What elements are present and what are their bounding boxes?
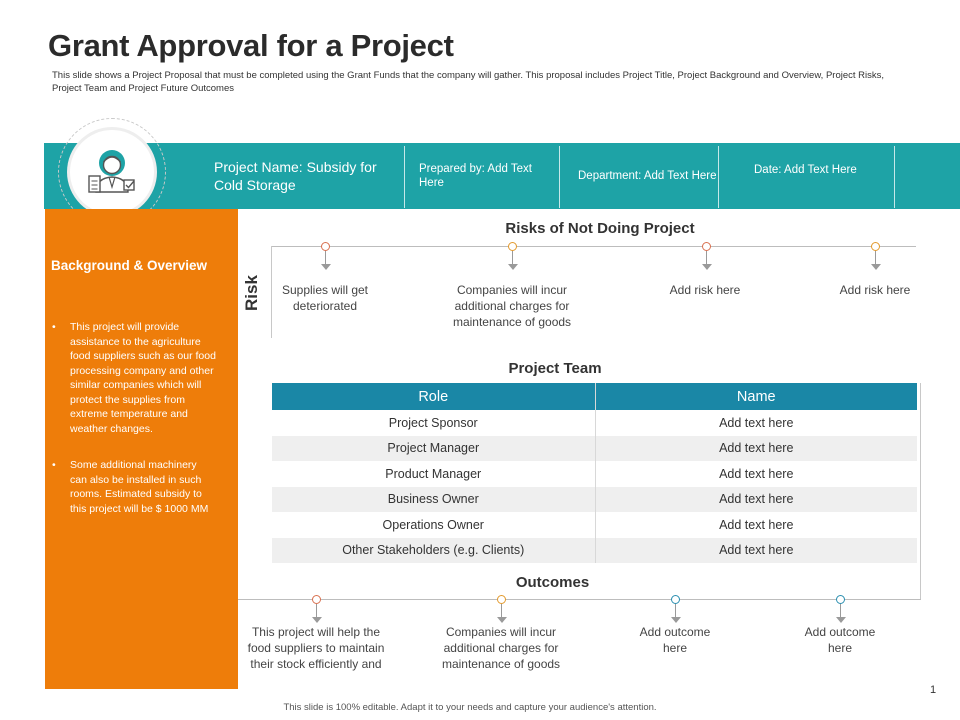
slide-subtitle: This slide shows a Project Proposal that must be completed using the Grant Funds that the company will gather. This proposal includes Project Title, Project Background and Overview, Project Risks, Project Team and Project Future Outcomes [52,70,885,94]
outcomes-title: Outcomes [515,574,590,591]
project-name: Project Name: Subsidy for Cold Storage [214,159,377,193]
outcome-connector [501,604,502,618]
role-cell: Business Owner [272,487,595,513]
outcome-item: Add outcome here [804,625,876,655]
risks-title: Risks of Not Doing Project [505,220,695,237]
name-cell: Add text here [595,538,917,564]
page-number: 1 [930,684,937,696]
background-heading: Background & Overview [51,258,208,273]
down-arrow-icon [321,264,331,270]
down-arrow-icon [312,617,322,623]
background-bullets [51,320,216,538]
manager-icon [82,142,142,202]
table-row [272,538,917,564]
down-arrow-icon [702,264,712,270]
role-cell: Project Manager [272,436,595,462]
outcome-connector [840,604,841,618]
risks-timeline [272,246,916,247]
risk-item: Add risk here [669,283,741,297]
role-cell: Product Manager [272,461,595,487]
table-row [272,512,917,538]
column-header-role: Role [272,383,595,410]
outcome-dot [671,595,680,604]
name-cell: Add text here [719,415,794,430]
footer-note: This slide is 100% editable. Adapt it to your needs and capture your audience's attention. [283,702,657,713]
column-header-name: Name [595,383,917,410]
name-cell: Add text here [719,466,794,481]
risk-connector [512,251,513,265]
risk-connector [875,251,876,265]
background-bullet: • This project will provide assistance to the agriculture food suppliers such as our food processing company and other similar companies which will protect the supplies from extreme temperature and weather changes. [51,320,216,436]
risk-dot [871,242,880,251]
risk-side-label: Risk [242,275,261,311]
down-arrow-icon [836,617,846,623]
slide-title: Grant Approval for a Project [48,28,454,63]
name-cell: Add text here [719,517,794,532]
background-bullet: • Some additional machinery can also be installed in such rooms. Estimated subsidy to this project will be $ 1000 MM [51,458,216,516]
date: Date: Add Text Here [754,164,857,176]
table-row [272,461,917,487]
risk-dot [508,242,517,251]
outcome-dot [836,595,845,604]
down-arrow-icon [497,617,507,623]
outcome-item: This project will help the food suppliers to maintain their stock efficiently and [247,625,385,671]
team-frame-line [920,383,921,599]
down-arrow-icon [871,264,881,270]
risk-dot [702,242,711,251]
outcome-connector [316,604,317,618]
risk-dot [321,242,330,251]
risk-connector [706,251,707,265]
outcomes-timeline [238,599,921,600]
header-divider [718,146,719,208]
header-divider [404,146,405,208]
background-panel [45,209,238,689]
outcome-dot [497,595,506,604]
name-cell: Add text here [595,487,917,513]
role-cell: Project Sponsor [272,410,595,436]
table-header-row [272,383,917,410]
header-divider [559,146,560,208]
risk-item: Supplies will get deteriorated [281,283,369,313]
header-divider [894,146,895,208]
outcome-item: Add outcome here [639,625,711,655]
down-arrow-icon [508,264,518,270]
risk-item: Add risk here [839,283,911,297]
header-bar [44,143,960,209]
prepared-by: Prepared by: Add Text Here [419,163,532,189]
avatar [70,130,154,214]
department: Department: Add Text Here [578,170,717,182]
outcome-connector [675,604,676,618]
outcome-dot [312,595,321,604]
outcome-item: Companies will incur additional charges for maintenance of goods [441,625,561,671]
role-cell: Operations Owner [272,512,595,538]
risk-item: Companies will incur additional charges for maintenance of goods [452,283,572,329]
name-cell: Add text here [595,436,917,462]
team-title: Project Team [508,360,602,377]
team-table [272,383,917,563]
risk-connector [325,251,326,265]
table-row [272,436,917,462]
role-cell: Other Stakeholders (e.g. Clients) [272,538,595,564]
table-row [272,410,917,436]
down-arrow-icon [671,617,681,623]
table-row [272,487,917,513]
